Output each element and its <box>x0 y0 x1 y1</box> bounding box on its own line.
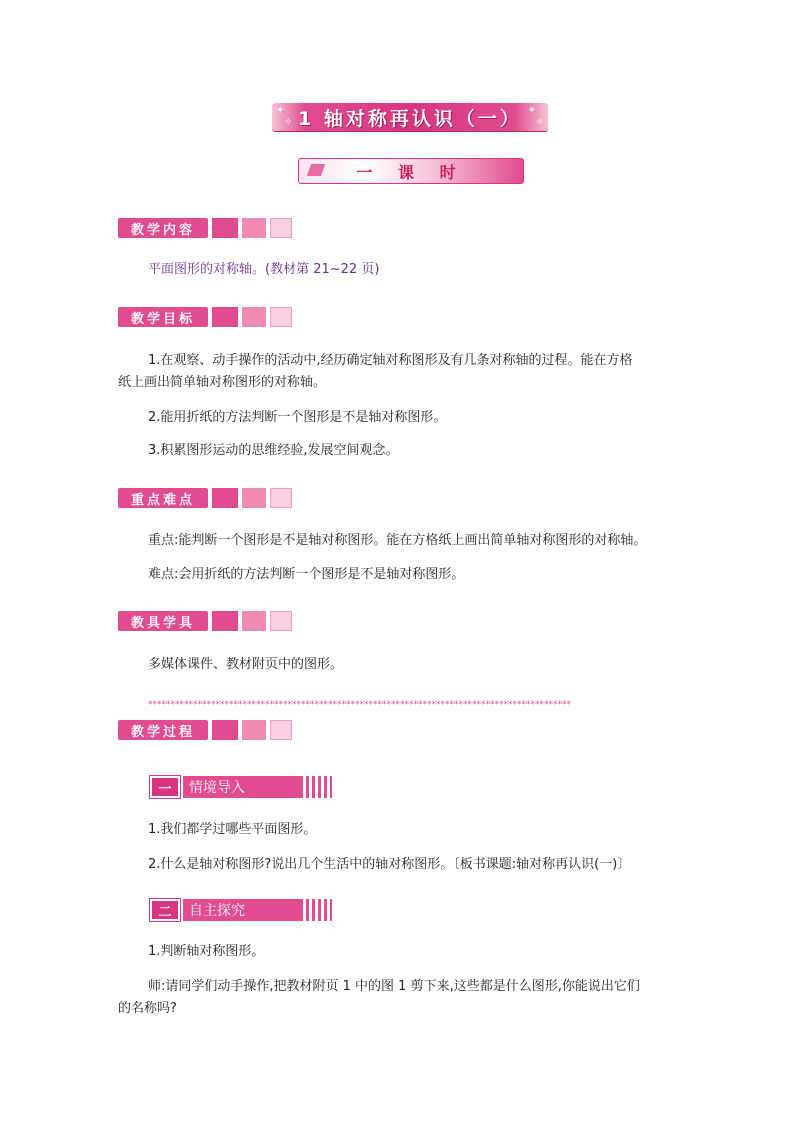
decoration-square <box>212 307 238 327</box>
star-icon: ✦ <box>527 105 536 116</box>
process-line: 师:请同学们动手操作,把教材附页 1 中的图 1 剪下来,这些都是什么图形,你能说出它们 <box>148 979 640 994</box>
process-line: 2.什么是轴对称图形?说出几个生活中的轴对称图形。〔板书课题:轴对称再认识(一)〕 <box>148 857 631 872</box>
subsection-number: 二 <box>150 899 180 921</box>
star-divider: ********************************************************************************************** <box>148 700 571 710</box>
lesson-hour: 一 课 时 <box>356 162 466 182</box>
goal-item: 纸上画出简单轴对称图形的对称轴。 <box>118 375 327 390</box>
process-line: 1.我们都学过哪些平面图形。 <box>148 822 317 837</box>
section-label: 重点难点 <box>118 488 208 508</box>
decoration-stripes <box>306 776 332 798</box>
lesson-hour-box <box>298 158 524 184</box>
star-icon: ✧ <box>535 117 544 128</box>
section-label: 教学目标 <box>118 307 208 327</box>
section-label: 教学过程 <box>118 720 208 740</box>
section-label: 教学内容 <box>118 218 208 238</box>
content-text: 平面图形的对称轴。(教材第 21~22 页) <box>148 262 380 277</box>
tools-text: 多媒体课件、教材附页中的图形。 <box>148 657 344 672</box>
decoration-shape <box>307 164 325 176</box>
subsection-number: 一 <box>150 776 180 798</box>
decoration-square <box>270 488 292 508</box>
decoration-square <box>242 218 266 238</box>
section-header-tools <box>118 611 292 631</box>
decoration-square <box>270 611 292 631</box>
process-line: 1.判断轴对称图形。 <box>148 944 265 959</box>
decoration-square <box>212 218 238 238</box>
subsection-bar-explore <box>150 899 332 921</box>
star-icon: ✦ <box>276 105 285 116</box>
decoration-square <box>212 488 238 508</box>
section-header-key-points <box>118 488 292 508</box>
subsection-title: 自主探究 <box>183 899 303 921</box>
decoration-stripes <box>306 899 332 921</box>
subsection-bar-intro <box>150 776 332 798</box>
process-line: 的名称吗? <box>118 1001 177 1016</box>
section-header-goals <box>118 307 292 327</box>
decoration-square <box>270 720 292 740</box>
goal-item: 3.积累图形运动的思维经验,发展空间观念。 <box>148 443 399 458</box>
goal-item: 1.在观察、动手操作的活动中,经历确定轴对称图形及有几条对称轴的过程。能在方格 <box>148 353 633 368</box>
decoration-square <box>242 720 266 740</box>
decoration-square <box>212 720 238 740</box>
decoration-square <box>242 611 266 631</box>
decoration-square <box>212 611 238 631</box>
subsection-title: 情境导入 <box>183 776 303 798</box>
decoration-square <box>242 488 266 508</box>
lesson-title: 1 轴对称再认识（一） <box>298 107 522 130</box>
decoration-square <box>242 307 266 327</box>
star-icon: ✧ <box>284 117 293 128</box>
decoration-square <box>270 218 292 238</box>
section-header-content <box>118 218 292 238</box>
goal-item: 2.能用折纸的方法判断一个图形是不是轴对称图形。 <box>148 410 447 425</box>
section-header-process <box>118 720 292 740</box>
decoration-square <box>270 307 292 327</box>
section-label: 教具学具 <box>118 611 208 631</box>
difficulty-text: 难点:会用折纸的方法判断一个图形是不是轴对称图形。 <box>148 567 465 582</box>
lesson-title-banner <box>272 103 548 131</box>
focus-text: 重点:能判断一个图形是不是轴对称图形。能在方格纸上画出简单轴对称图形的对称轴。 <box>148 533 647 548</box>
